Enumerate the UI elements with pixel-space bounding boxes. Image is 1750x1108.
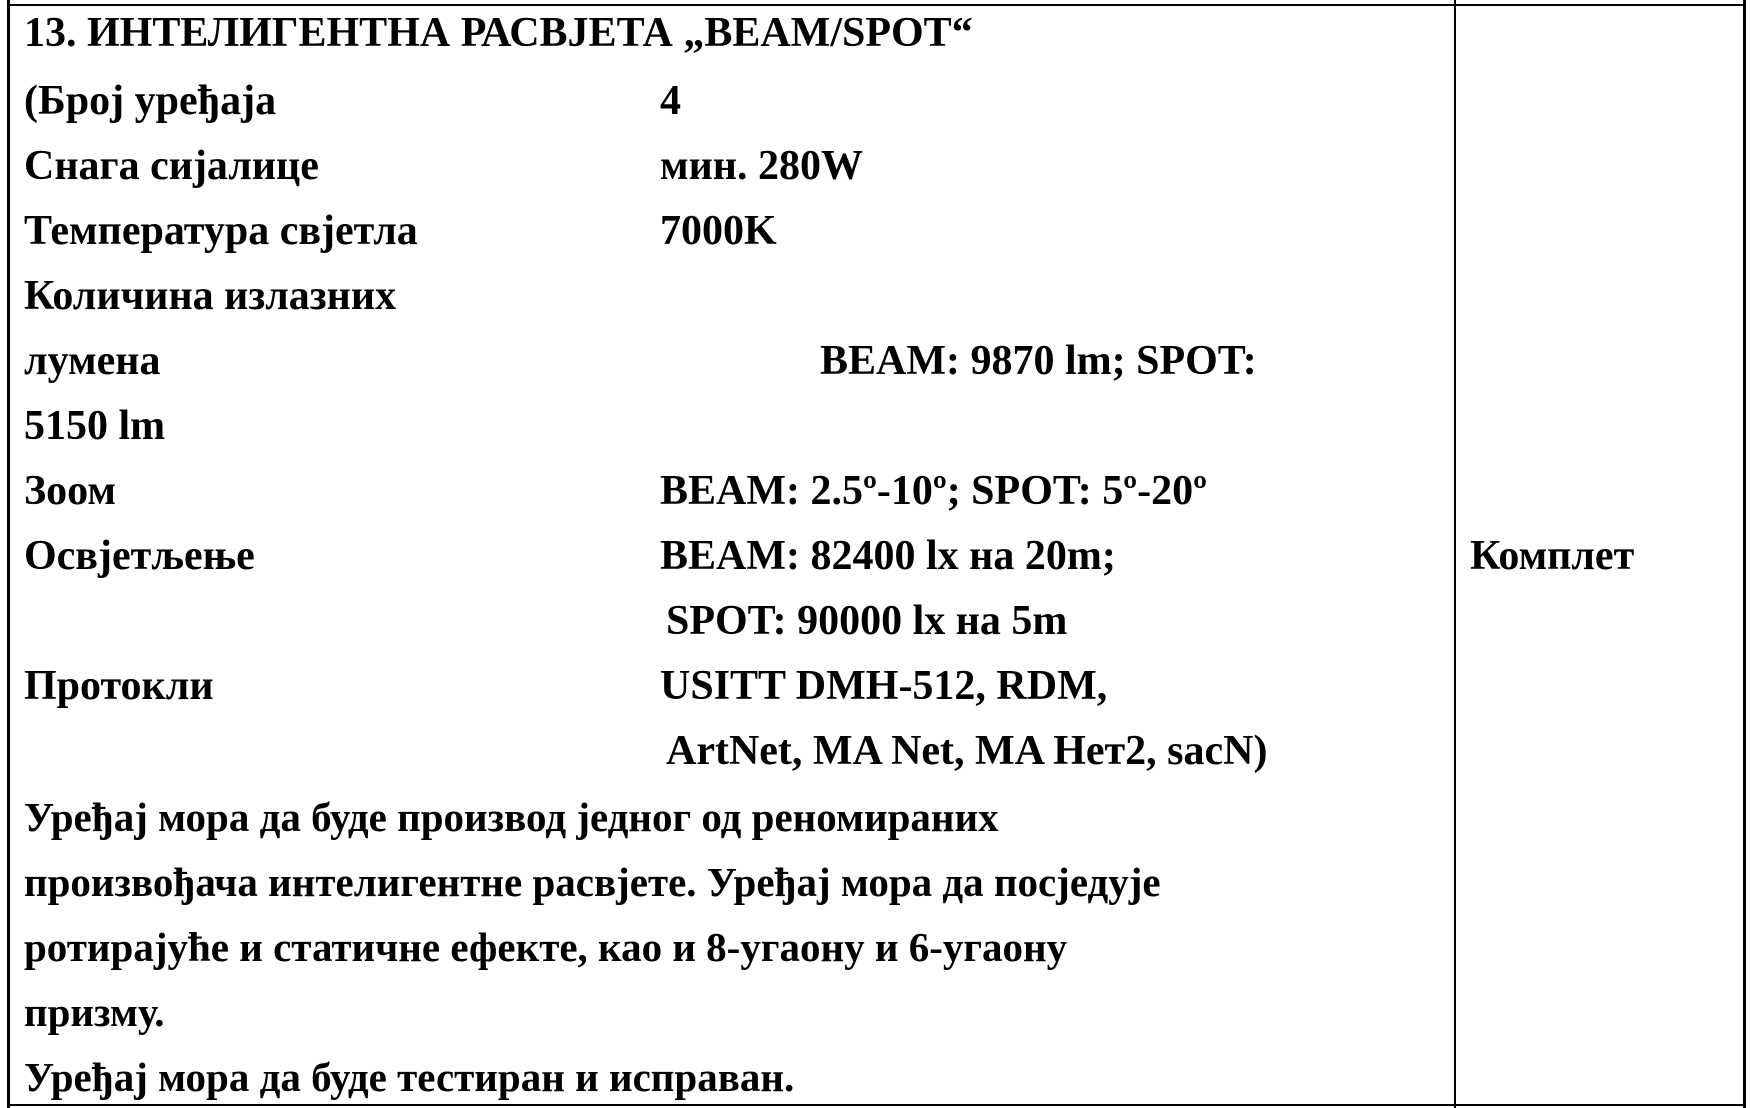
spec-value-protocols-line1: USITT DMH-512, RDM, [660, 663, 1108, 709]
spec-value-device-count: 4 [660, 78, 681, 124]
spec-label-zoom: Зоом [24, 468, 116, 514]
spec-label-lumen-line1: Количина излазних [24, 273, 397, 319]
description-line: Уређај мора да буде тестиран и исправан. [24, 1054, 795, 1100]
description-line: ротирајуће и статичне ефекте, као и 8-угаону и 6-угаону [24, 924, 1068, 970]
spec-value-bulb-power: мин. 280W [660, 143, 864, 189]
spec-label-bulb-power: Снага сијалице [24, 143, 319, 189]
description-line: призму. [24, 989, 165, 1035]
spec-value-light-temperature: 7000K [660, 208, 777, 254]
spec-label-protocols: Протокли [24, 663, 214, 709]
spec-label-illumination: Освјетљење [24, 533, 255, 579]
table-bottom-border [7, 1104, 1746, 1106]
spec-value-protocols-line2: ArtNet, MA Net, MA Нет2, sacN) [666, 728, 1268, 774]
table-right-border [1743, 0, 1746, 1108]
unit-value: Комплет [1470, 533, 1635, 579]
spec-value-zoom: BEAM: 2.5º-10º; SPOT: 5º-20º [660, 468, 1207, 514]
spec-value-lumen-part1: BEAM: 9870 lm; SPOT: [820, 338, 1257, 384]
spec-value-illumination-line2: SPOT: 90000 lx на 5m [666, 598, 1068, 644]
table-top-border [7, 4, 1743, 6]
spec-value-lumen-part2: 5150 lm [24, 403, 166, 449]
spec-label-device-count: (Број уређаја [24, 78, 277, 124]
spec-label-light-temperature: Температура свјетла [24, 208, 418, 254]
description-line: Уређај мора да буде производ једног од реномираних [24, 794, 999, 840]
spec-value-illumination-line1: BEAM: 82400 lx на 20m; [660, 533, 1116, 579]
table-left-border [7, 0, 10, 1108]
column-divider [1454, 0, 1456, 1108]
section-title: 13. ИНТЕЛИГЕНТНА РАСВЈЕТА „BEAM/SPOT“ [24, 10, 973, 56]
spec-label-lumen-line2: лумена [24, 338, 161, 384]
description-line: произвођача интелигентне расвјете. Уређај мора да посједује [24, 859, 1161, 905]
